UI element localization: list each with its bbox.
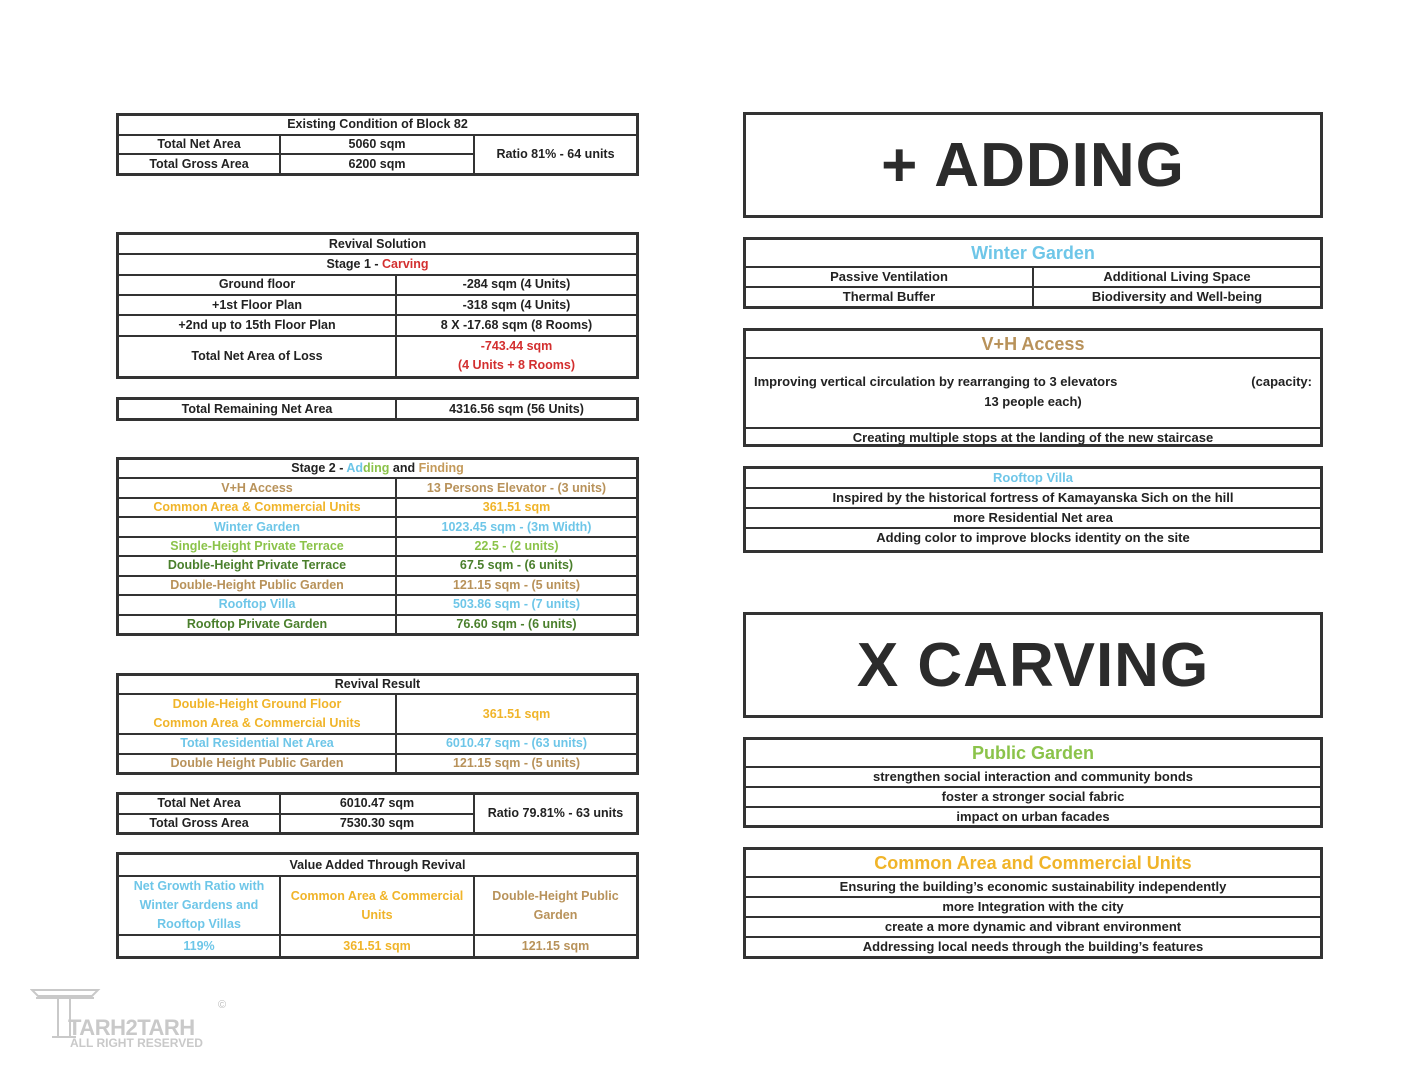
winter-garden-item: Thermal Buffer <box>842 289 936 304</box>
winter-garden-item: Biodiversity and Well-being <box>1032 288 1320 306</box>
rooftop-villa-item: Adding color to improve blocks identity on the site <box>746 527 1320 547</box>
vh-access-line2: 13 people each) <box>984 394 1082 409</box>
revival-row-value: -284 sqm (4 Units) <box>396 275 638 295</box>
stage2-row-label: Double-Height Public Garden <box>118 576 397 595</box>
stage2-adding: Adding <box>346 461 390 476</box>
common-area-item: more Integration with the city <box>746 896 1320 916</box>
existing-ratio: Ratio 81% - 64 units <box>474 135 638 175</box>
stage2-row-label: Rooftop Villa <box>118 595 397 614</box>
final-ratio: Ratio 79.81% - 63 units <box>474 794 638 834</box>
public-garden-item: impact on urban facades <box>746 806 1320 826</box>
result-row1-label-line1: Double-Height Ground Floor <box>172 697 342 712</box>
remaining-table <box>116 397 639 421</box>
stage2-heading <box>118 459 638 479</box>
existing-title: Existing Condition of Block 82 <box>118 115 638 135</box>
existing-gross-label: Total Gross Area <box>118 154 281 174</box>
stage2-row-value: 22.5 - (2 units) <box>396 537 638 556</box>
stage2-row-label: Common Area & Commercial Units <box>118 498 397 517</box>
stage2-row-label: Rooftop Private Garden <box>118 615 397 635</box>
final-net-label: Total Net Area <box>118 794 281 814</box>
revival-row-label: Ground floor <box>118 275 397 295</box>
stage2-table <box>116 457 639 636</box>
value-garden-value: 121.15 sqm <box>474 935 638 958</box>
loss-value-sqm: -743.44 sqm <box>480 339 553 354</box>
value-added-table <box>116 852 639 959</box>
value-growth-head: Net Growth Ratio with Winter Gardens and Rooftop Villas <box>118 876 281 935</box>
revival-row-value: -318 sqm (4 Units) <box>396 295 638 315</box>
common-area-item: Addressing local needs through the building’s features <box>746 936 1320 956</box>
stage2-row-value: 121.15 sqm - (5 units) <box>396 576 638 595</box>
remaining-value: 4316.56 sqm (56 Units) <box>396 399 638 420</box>
rooftop-villa-box <box>743 466 1323 553</box>
stage1-heading <box>118 254 638 274</box>
rooftop-villa-title: Rooftop Villa <box>993 470 1073 485</box>
revival-title: Revival Solution <box>118 234 638 255</box>
existing-gross-value: 6200 sqm <box>280 154 474 174</box>
revival-row-label: +2nd up to 15th Floor Plan <box>118 315 397 335</box>
winter-garden-title: Winter Garden <box>971 243 1095 263</box>
result-public-garden-value: 121.15 sqm - (5 units) <box>396 754 638 774</box>
common-area-item: create a more dynamic and vibrant environment <box>746 916 1320 936</box>
stage2-prefix: Stage 2 - <box>291 461 347 476</box>
adding-title: + ADDING <box>743 112 1323 218</box>
vh-access-title: V+H Access <box>981 334 1085 354</box>
public-garden-box <box>743 737 1323 828</box>
winter-garden-row <box>746 286 1320 306</box>
stage2-row-label: Winter Garden <box>118 517 397 536</box>
final-area-table <box>116 792 639 835</box>
carving-title: X CARVING <box>743 612 1323 718</box>
vh-access-line1-right: (capacity: <box>1251 374 1312 389</box>
stage2-row-label: V+H Access <box>118 478 397 497</box>
stage2-finding: Finding <box>418 461 464 476</box>
stage2-row-label: Single-Height Private Terrace <box>118 537 397 556</box>
stage2-row-value: 503.86 sqm - (7 units) <box>396 595 638 614</box>
logo-text: TARH2TARH <box>68 1015 195 1040</box>
vh-access-box <box>743 328 1323 447</box>
vh-access-description <box>746 357 1320 427</box>
public-garden-item: strengthen social interaction and community bonds <box>746 766 1320 786</box>
value-growth-value: 119% <box>118 935 281 958</box>
existing-net-label: Total Net Area <box>118 135 281 155</box>
stage1-prefix: Stage 1 - <box>326 256 383 271</box>
revival-row-label: +1st Floor Plan <box>118 295 397 315</box>
final-net-value: 6010.47 sqm <box>280 794 474 814</box>
loss-label: Total Net Area of Loss <box>118 336 397 378</box>
rooftop-villa-item: Inspired by the historical fortress of Kamayanska Sich on the hill <box>746 487 1320 507</box>
winter-garden-item: Passive Ventilation <box>830 269 948 284</box>
common-area-item: Ensuring the building’s economic sustainability independently <box>746 876 1320 896</box>
winter-garden-box <box>743 237 1323 309</box>
value-added-title: Value Added Through Revival <box>118 854 638 877</box>
common-area-title: Common Area and Commercial Units <box>874 853 1192 873</box>
result-ground-floor-value: 361.51 sqm <box>396 694 638 734</box>
stage2-row-value: 76.60 sqm - (6 units) <box>396 615 638 635</box>
revival-row-value: 8 X -17.68 sqm (8 Rooms) <box>396 315 638 335</box>
value-garden-head: Double-Height Public Garden <box>474 876 638 935</box>
result-residential-value: 6010.47 sqm - (63 units) <box>396 734 638 753</box>
stage2-row-value: 13 Persons Elevator - (3 units) <box>396 478 638 497</box>
existing-condition-table <box>116 113 639 176</box>
result-row1-label-line2: Common Area & Commercial Units <box>153 716 361 731</box>
common-area-box <box>743 847 1323 959</box>
vh-access-line1: Improving vertical circulation by rearranging to 3 elevators <box>754 374 1118 389</box>
revival-solution-table <box>116 232 639 379</box>
stage2-row-value: 1023.45 sqm - (3m Width) <box>396 517 638 536</box>
stage2-row-value: 67.5 sqm - (6 units) <box>396 556 638 575</box>
loss-value <box>396 336 638 378</box>
stage2-row-value: 361.51 sqm <box>396 498 638 517</box>
loss-value-units: (4 Units + 8 Rooms) <box>457 358 576 373</box>
value-common-value: 361.51 sqm <box>280 935 474 958</box>
result-public-garden-label: Double Height Public Garden <box>118 754 397 774</box>
vh-access-line3: Creating multiple stops at the landing of the new staircase <box>746 427 1320 447</box>
tarh2tarh-logo <box>30 985 240 1055</box>
final-gross-label: Total Gross Area <box>118 814 281 834</box>
stage2-and: and <box>389 461 419 476</box>
value-common-head: Common Area & Commercial Units <box>280 876 474 935</box>
existing-net-value: 5060 sqm <box>280 135 474 155</box>
result-ground-floor-label <box>118 694 397 734</box>
final-gross-value: 7530.30 sqm <box>280 814 474 834</box>
logo-subtitle: ALL RIGHT RESERVED <box>70 1036 203 1050</box>
winter-garden-item: Additional Living Space <box>1032 268 1320 286</box>
remaining-label: Total Remaining Net Area <box>118 399 397 420</box>
winter-garden-row <box>746 266 1320 286</box>
public-garden-title: Public Garden <box>971 743 1095 763</box>
stage2-row-label: Double-Height Private Terrace <box>118 556 397 575</box>
rooftop-villa-item: more Residential Net area <box>746 507 1320 527</box>
result-title: Revival Result <box>118 675 638 695</box>
result-residential-label: Total Residential Net Area <box>118 734 397 753</box>
revival-result-table <box>116 673 639 775</box>
logo-copyright: © <box>218 999 227 1011</box>
public-garden-item: foster a stronger social fabric <box>746 786 1320 806</box>
stage1-carving: Carving <box>382 256 429 271</box>
